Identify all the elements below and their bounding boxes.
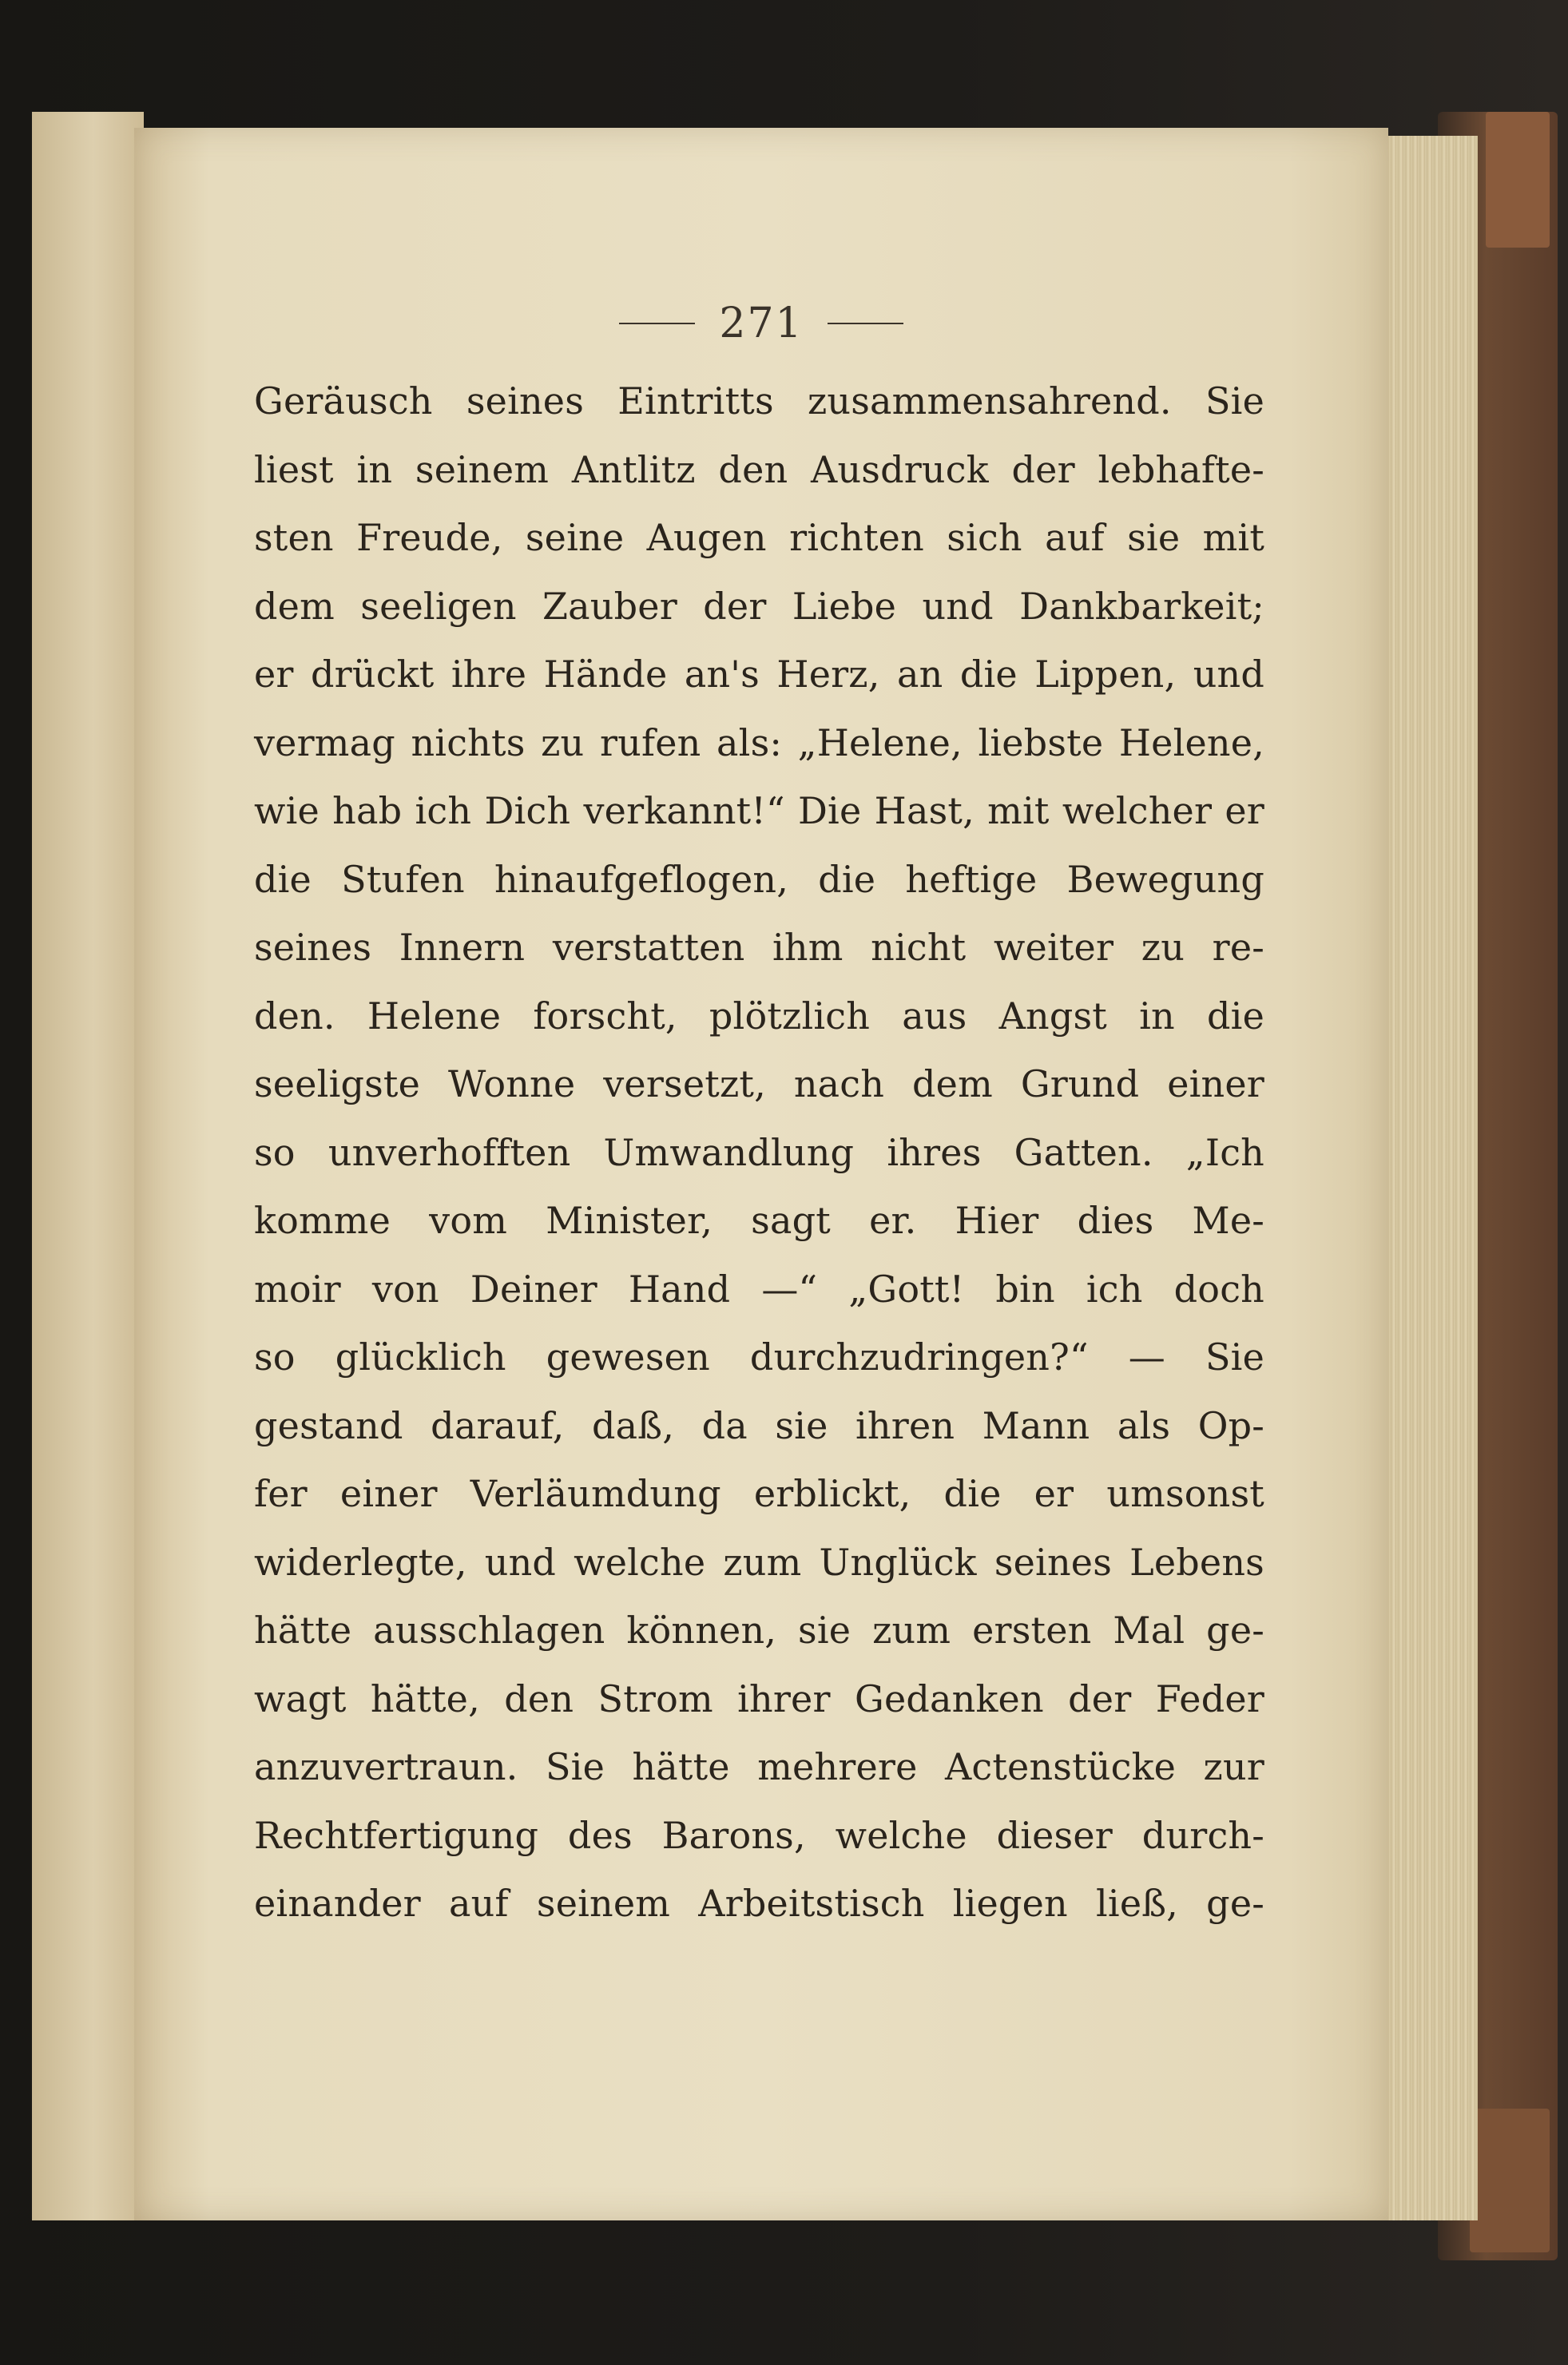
text-line: er drückt ihre Hände an's Herz, an die Lippen, und — [254, 653, 1264, 696]
text-line: liest in seinem Antlitz den Ausdruck der lebhafte- — [254, 447, 1264, 491]
text-line: Rechtfertigung des Barons, welche dieser durch- — [254, 1813, 1264, 1857]
text-line: wagt hätte, den Strom ihrer Gedanken der Feder — [254, 1677, 1264, 1720]
text-line: so unverhofften Umwandlung ihres Gatten. „Ich — [254, 1130, 1264, 1174]
text-line: fer einer Verläumdung erblickt, die er umsonst — [254, 1472, 1264, 1515]
page-number: 271 — [719, 300, 804, 347]
left-facing-page — [32, 112, 144, 2220]
text-line: seines Innern verstatten ihm nicht weiter zu re- — [254, 926, 1264, 969]
text-line: anzuvertraun. Sie hätte mehrere Actenstücke zur — [254, 1745, 1264, 1788]
text-line: so glücklich gewesen durchzudringen?“ — Sie — [254, 1335, 1264, 1379]
text-line: den. Helene forscht, plötzlich aus Angst in die — [254, 994, 1264, 1038]
text-line: sten Freude, seine Augen richten sich auf sie mit — [254, 516, 1264, 559]
text-line: widerlegte, und welche zum Unglück seines Lebens — [254, 1540, 1264, 1584]
text-line: einander auf seinem Arbeitstisch liegen ließ, ge- — [254, 1882, 1264, 1925]
text-line: Geräusch seines Eintritts zusammensahrend. Sie — [254, 379, 1264, 423]
text-line: hätte ausschlagen können, sie zum ersten Mal ge- — [254, 1609, 1264, 1652]
text-line: gestand darauf, daß, da sie ihren Mann als Op- — [254, 1403, 1264, 1447]
text-line: seeligste Wonne versetzt, nach dem Grund einer — [254, 1062, 1264, 1105]
text-line: vermag nichts zu rufen als: „Helene, liebste Helene, — [254, 720, 1264, 764]
body-text — [254, 367, 1264, 1938]
header-rule-left — [619, 323, 695, 324]
page-block-edge — [1382, 136, 1478, 2220]
text-line: die Stufen hinaufgeflogen, die heftige Bewegung — [254, 857, 1264, 901]
book-page — [134, 128, 1388, 2220]
cover-corner-top — [1486, 112, 1550, 248]
text-line: komme vom Minister, sagt er. Hier dies Me- — [254, 1199, 1264, 1242]
text-line: dem seeligen Zauber der Liebe und Dankbarkeit; — [254, 584, 1264, 628]
page-header — [134, 292, 1388, 355]
cover-corner-bottom — [1470, 2109, 1550, 2252]
text-line: moir von Deiner Hand —“ „Gott! bin ich doch — [254, 1267, 1264, 1311]
text-line: wie hab ich Dich verkannt!“ Die Hast, mit welcher er — [254, 789, 1264, 832]
header-rule-right — [828, 323, 903, 324]
